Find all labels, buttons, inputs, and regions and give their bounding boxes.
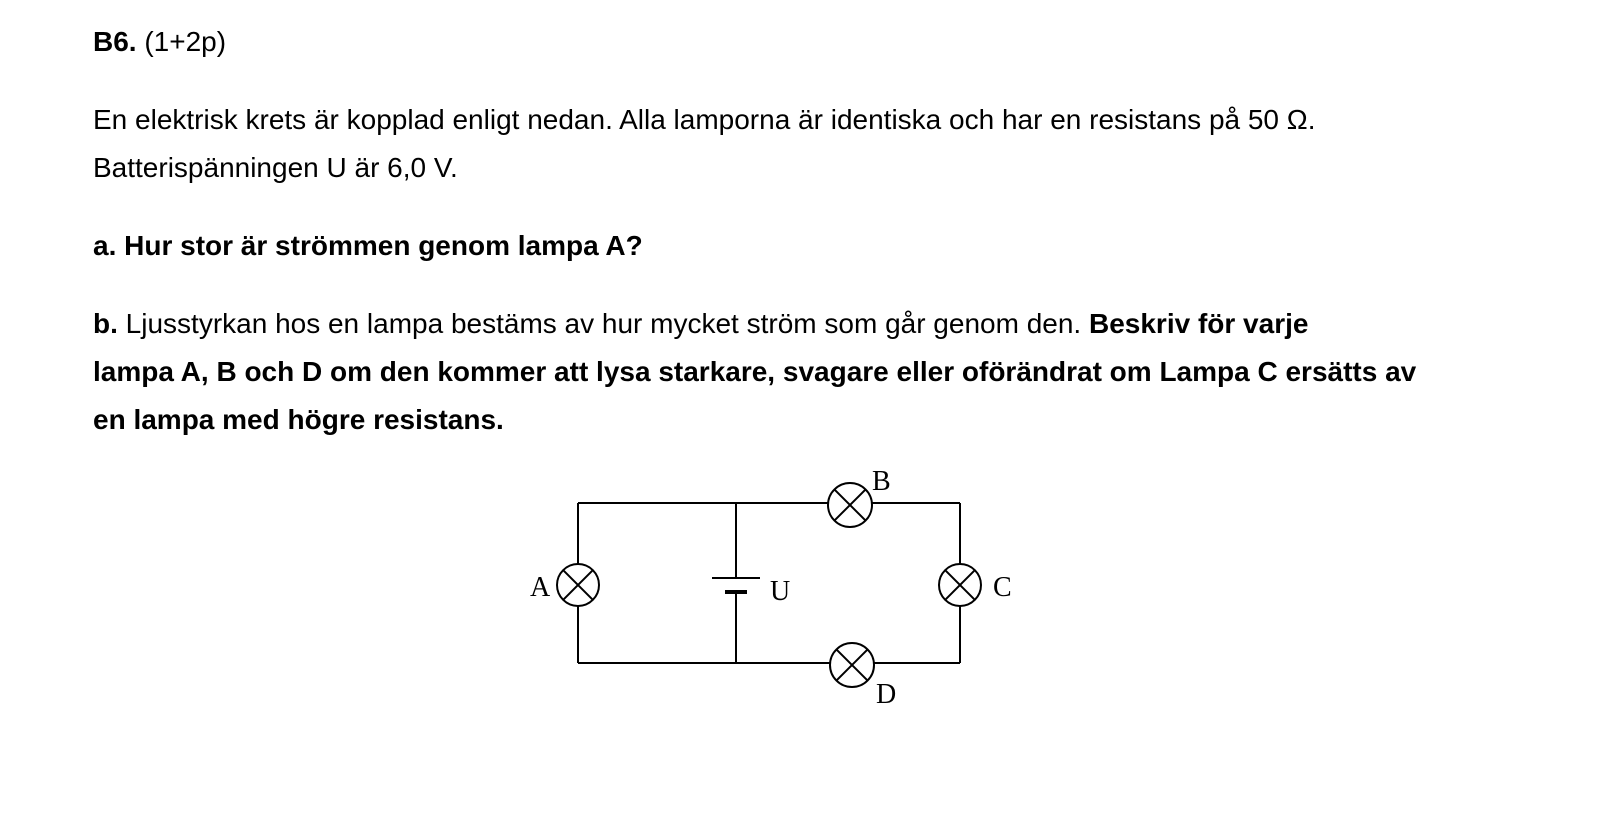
intro-line-1: En elektrisk krets är kopplad enligt nedan. Alla lamporna är identiska och har en resistans på 50 Ω. <box>93 104 1316 135</box>
label-d: D <box>876 679 897 710</box>
problem-header <box>93 18 1553 66</box>
question-b-line-2: lampa A, B och D om den kommer att lysa starkare, svagare eller oförändrat om Lampa C ersätts av <box>93 356 1417 387</box>
lamp-b-icon <box>828 483 872 527</box>
question-b-task-start: Beskriv för varje <box>1088 308 1309 339</box>
lamp-d-icon <box>830 643 874 687</box>
question-b-line-1 <box>93 300 1553 348</box>
lamp-c-icon <box>939 564 981 606</box>
label-u: U <box>770 576 791 607</box>
problem-text <box>93 18 1553 444</box>
intro-line-2: Batterispänningen U är 6,0 V. <box>93 152 458 183</box>
problem-number: B6. <box>93 26 137 57</box>
question-b-line-3: en lampa med högre resistans. <box>93 404 504 435</box>
question-a: a. Hur stor är strömmen genom lampa A? <box>93 230 643 261</box>
problem-points: (1+2p) <box>144 26 227 57</box>
lamp-a-icon <box>557 564 599 606</box>
question-b-label: b. <box>93 308 118 339</box>
label-b: B <box>872 470 891 497</box>
question-b-text: Ljusstyrkan hos en lampa bestäms av hur mycket ström som går genom den. <box>125 308 1082 339</box>
label-a: A <box>530 572 551 603</box>
circuit-diagram <box>520 470 1060 740</box>
label-c: C <box>993 572 1012 603</box>
